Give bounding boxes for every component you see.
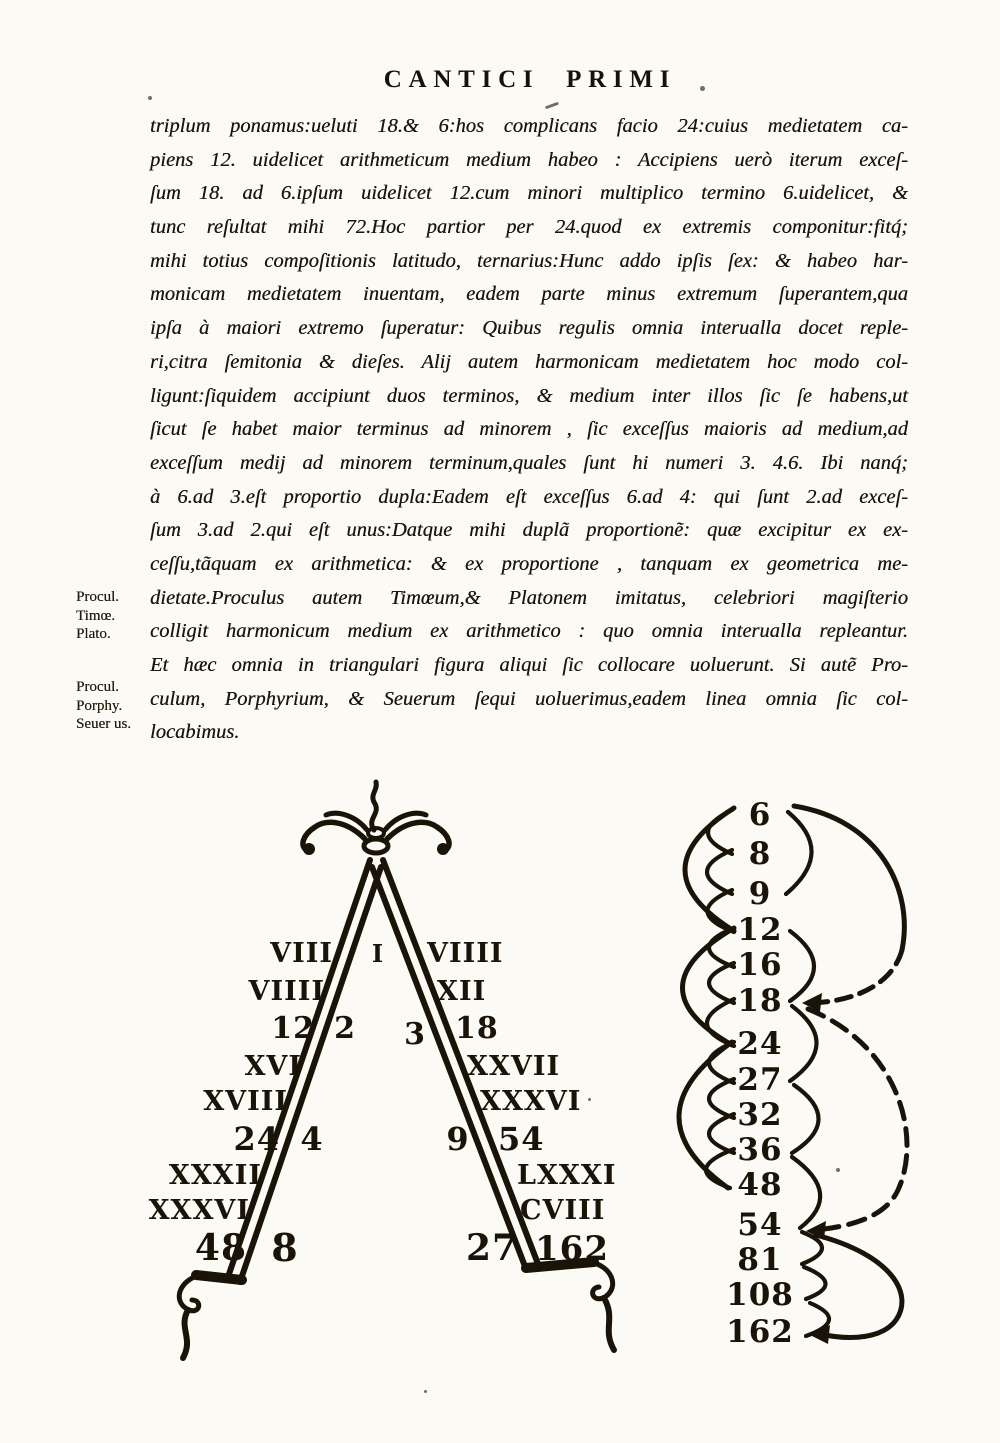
text-line: ſicut ſe habet maior terminus ad minorem , ſic exceſſus maioris ad medium,ad — [150, 418, 908, 441]
speck — [545, 102, 559, 110]
text-line: ſum 18. ad 6.ipſum uidelicet 12.cum minori multiplico termino 6.uidelicet, & — [150, 182, 908, 205]
lambda-right-outer-value: 162 — [535, 1229, 609, 1269]
text-line: ceſſu,tãquam ex arithmetica: & ex proportione , tanquam ex geometrica me- — [150, 552, 908, 575]
text-line: culum, Porphyrium, & Seuerum ſequi uoluerimus,eadem linea omnia ſic col- — [150, 687, 908, 710]
right-interval-arcs — [786, 812, 829, 1336]
margin-note-line: Procul. — [76, 589, 119, 605]
lambda-right-outer-value: XXVII — [467, 1051, 561, 1082]
lambda-right-outer-value: CVIII — [520, 1195, 606, 1226]
lambda-left-outer-value: VIIII — [248, 976, 325, 1007]
column-number: 108 — [726, 1277, 794, 1313]
column-number: 27 — [737, 1062, 783, 1098]
right-large-arcs — [794, 806, 907, 1344]
lambda-left-inner-value: 4 — [300, 1120, 324, 1158]
text-line: exceſſum medij ad minorem terminum,quales ſunt hi numeri 3. 4.6. Ibi nanq́; — [150, 451, 908, 474]
lambda-right-outer-value: XXXVI — [480, 1086, 582, 1117]
right-foot-scroll-icon — [526, 1262, 614, 1350]
body-text-block — [150, 110, 908, 750]
lambda-left-outer-value: 48 — [194, 1227, 247, 1269]
margin-note-authorities-2 — [76, 678, 148, 734]
column-number: 36 — [737, 1132, 783, 1168]
text-line: colligit harmonicum medium ex arithmetico : quo omnia interualla repleantur. — [150, 620, 908, 643]
text-line: monicam medietatem inuentam, eadem parte minus extremum ſuperantem,qua — [150, 283, 908, 306]
speck — [700, 86, 705, 91]
column-number: 8 — [748, 836, 772, 872]
text-line: ipſa à maiori extremo ſuperatur: Quibus regulis omnia interualla docet reple- — [150, 317, 908, 340]
speck — [588, 1098, 591, 1101]
lambda-left-outer-value: XXXVI — [148, 1195, 250, 1226]
column-number: 162 — [726, 1314, 794, 1350]
lambda-left-outer-value: XXXII — [168, 1160, 262, 1191]
text-line: mihi totius compoſitionis latitudo, ternarius:Hunc addo ipſis ſex: & habeo har- — [150, 249, 908, 272]
column-number: 48 — [737, 1167, 783, 1203]
lambda-right-outer-value: 18 — [455, 1011, 499, 1046]
lambda-right-inner-value: 3 — [404, 1017, 426, 1052]
column-number: 24 — [737, 1026, 783, 1062]
lambda-triangle-figure — [140, 772, 650, 1372]
left-adjacent-arcs — [706, 810, 734, 1188]
column-number: 16 — [737, 947, 783, 983]
text-line: piens 12. uidelicet arithmeticum medium habeo : Accipiens uerò iterum exceſ- — [150, 148, 908, 171]
margin-note-line: Porphy. — [76, 697, 123, 714]
column-number: 12 — [737, 912, 783, 948]
column-number: 6 — [748, 797, 772, 833]
column-number: 81 — [737, 1242, 783, 1278]
lambda-right-outer-value: XII — [437, 976, 487, 1007]
text-line: à 6.ad 3.eſt proportio dupla:Eadem eſt exceſſus 6.ad 4: qui ſunt 2.ad exceſ- — [150, 485, 908, 508]
text-line: Et hæc omnia in triangulari figura aliqui ſic collocare uoluerunt. Si autẽ Pro- — [150, 654, 908, 676]
text-line: ligunt:ſiquidem accipiunt duos terminos, & medium inter illos ſic ſe habens,ut — [150, 384, 908, 407]
lambda-number-labels — [149, 938, 617, 1270]
speck — [148, 96, 152, 100]
text-line: ri,citra ſemitonia & dieſes. Alij autem harmonicam medietatem hoc modo col- — [150, 350, 908, 373]
text-line: ſum 3.ad 2.qui eſt unus:Datque mihi duplã proportionẽ: quæ excipitur ex ex- — [150, 519, 908, 542]
text-line: dietate.Proculus autem Timœum,& Platonem imitatus, celebriori magiſterio — [150, 586, 908, 609]
interval-column-figure — [628, 782, 920, 1370]
lambda-left-inner-value: 2 — [334, 1011, 356, 1046]
column-number: 32 — [737, 1097, 783, 1133]
lambda-right-inner-value: 27 — [465, 1227, 519, 1269]
column-number-labels — [726, 797, 794, 1350]
column-number: 18 — [737, 983, 783, 1019]
speck — [424, 1390, 427, 1393]
margin-note-line: Plato. — [76, 626, 111, 642]
finial-ornament-icon — [303, 782, 449, 855]
text-line: locabimus. — [150, 721, 240, 744]
lambda-left-outer-value: 12 — [271, 1011, 315, 1046]
text-line: triplum ponamus:ueluti 18.& 6:hos complicans facio 24:cuius medietatem ca- — [150, 115, 908, 137]
lambda-left-outer-value: VIII — [270, 938, 333, 969]
column-number: 9 — [748, 876, 772, 912]
lambda-left-outer-value: XVI — [244, 1051, 302, 1082]
lambda-apex-value: I — [371, 939, 385, 968]
page-title: CANTICI PRIMI — [383, 66, 677, 93]
lambda-right-outer-value: 54 — [498, 1120, 545, 1158]
margin-note-line: Timœ. — [76, 607, 116, 624]
lambda-right-outer-value: VIIII — [427, 938, 504, 969]
speck — [836, 1168, 840, 1172]
lambda-left-outer-value: XVIII — [203, 1086, 288, 1117]
lambda-right-inner-value: 9 — [446, 1120, 470, 1158]
column-number: 54 — [737, 1207, 783, 1243]
lambda-left-inner-value: 8 — [271, 1225, 299, 1270]
lambda-right-outer-value: LXXXI — [517, 1160, 617, 1191]
lambda-left-outer-value: 24 — [233, 1120, 280, 1158]
margin-note-authorities-1 — [76, 588, 148, 644]
margin-note-line: Seuer us. — [76, 716, 131, 732]
margin-note-line: Procul. — [76, 679, 119, 695]
left-foot-scroll-icon — [179, 1275, 242, 1358]
text-line: tunc reſultat mihi 72.Hoc partior per 24.quod ex extremis componitur:fitq́; — [150, 216, 908, 239]
